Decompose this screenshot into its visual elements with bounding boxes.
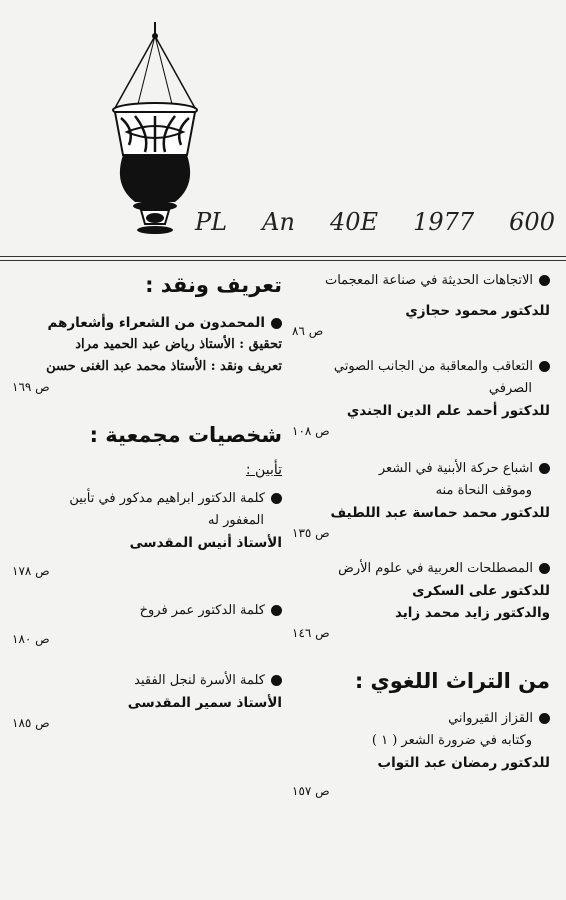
entry-editor: تحقيق : الأستاذ رياض عبد الحميد مراد xyxy=(75,337,282,352)
catalog-note-5: 600 xyxy=(509,208,555,236)
entry-title-cont: وموقف النحاة منه xyxy=(435,483,532,498)
toc-entry xyxy=(292,270,550,340)
catalog-annotation xyxy=(195,208,555,238)
bullet-icon xyxy=(539,563,550,574)
section-title: من التراث اللغوي : xyxy=(354,669,550,693)
entry-title: القزاز القيرواني xyxy=(448,711,533,726)
catalog-note-3: 40E xyxy=(329,208,379,236)
catalog-note-4: 1977 xyxy=(413,208,475,236)
toc-entry xyxy=(292,356,550,440)
entry-author: للدكتور محمود حجازي xyxy=(405,303,550,319)
toc-entry xyxy=(292,708,550,800)
entry-title: المصطلحات العربية في علوم الأرض xyxy=(338,561,533,576)
bullet-icon xyxy=(539,275,550,286)
catalog-note-2: An xyxy=(262,208,295,236)
entry-author: الأستاذ سمير المقدسى xyxy=(127,695,282,711)
bullet-icon xyxy=(539,463,550,474)
entry-page: ص ١٦٩ xyxy=(12,380,50,394)
entry-reviewer: تعريف ونقد : الأستاذ محمد عبد الغنى حسن xyxy=(46,359,282,374)
entry-title-cont: الصرفي xyxy=(488,381,532,396)
entry-page: ص ١٣٥ xyxy=(292,526,330,540)
bullet-icon xyxy=(271,675,282,686)
bullet-icon xyxy=(539,361,550,372)
entry-author: للدكتور أحمد علم الدين الجندي xyxy=(346,403,550,419)
toc-entry xyxy=(292,458,550,542)
entry-title-cont: وكتابه في ضرورة الشعر ( ١ ) xyxy=(371,733,532,748)
entry-title: كلمة الأسرة لنجل الفقيد xyxy=(134,673,265,688)
entry-page: ص ٨٦ xyxy=(292,324,324,338)
toc-entry xyxy=(12,600,282,648)
catalog-note-1: PL xyxy=(195,208,228,236)
entry-title: كلمة الدكتور ابراهيم مدكور في تأبين xyxy=(69,491,265,506)
toc-entry xyxy=(12,670,282,732)
contents-right-column xyxy=(292,270,550,814)
entry-title: كلمة الدكتور عمر فروخ xyxy=(139,603,265,618)
contents-left-column xyxy=(12,270,282,746)
entry-author-2: والدكتور زايد محمد زايد xyxy=(394,605,550,621)
bullet-icon xyxy=(271,605,282,616)
entry-author: للدكتور على السكرى xyxy=(412,583,550,599)
bullet-icon xyxy=(271,493,282,504)
header-divider-2 xyxy=(0,260,566,261)
section-title: تعريف ونقد : xyxy=(145,273,282,297)
entry-title: المحمدون من الشعراء وأشعارهم xyxy=(47,315,265,331)
entry-title: اشباع حركة الأبنية في الشعر xyxy=(378,461,533,476)
toc-entry xyxy=(12,488,282,580)
section-title: شخصيات مجمعية : xyxy=(89,423,282,447)
bullet-icon xyxy=(271,318,282,329)
entry-page: ص ١٥٧ xyxy=(292,784,330,798)
entry-page: ص ١٠٨ xyxy=(292,424,330,438)
subsection-title: تأبين : xyxy=(245,462,282,478)
entry-title: الاتجاهات الحديثة في صناعة المعجمات xyxy=(324,273,533,288)
bullet-icon xyxy=(539,713,550,724)
entry-page: ص ١٨٠ xyxy=(12,632,50,646)
entry-author: للدكتور محمد حماسة عبد اللطيف xyxy=(330,505,550,521)
entry-author: للدكتور رمضان عبد التواب xyxy=(377,755,550,771)
entry-page: ص ١٧٨ xyxy=(12,564,50,578)
toc-entry xyxy=(292,558,550,642)
entry-author: الأستاذ أنيس المقدسى xyxy=(129,535,282,551)
entry-title-cont: المغفور له xyxy=(208,513,264,528)
entry-page: ص ١٨٥ xyxy=(12,716,50,730)
entry-page: ص ١٤٦ xyxy=(292,626,330,640)
header-divider xyxy=(0,256,566,257)
toc-entry xyxy=(12,312,282,396)
lantern-emblem xyxy=(105,20,205,240)
entry-title: التعاقب والمعاقبة من الجانب الصوتي xyxy=(333,359,533,374)
